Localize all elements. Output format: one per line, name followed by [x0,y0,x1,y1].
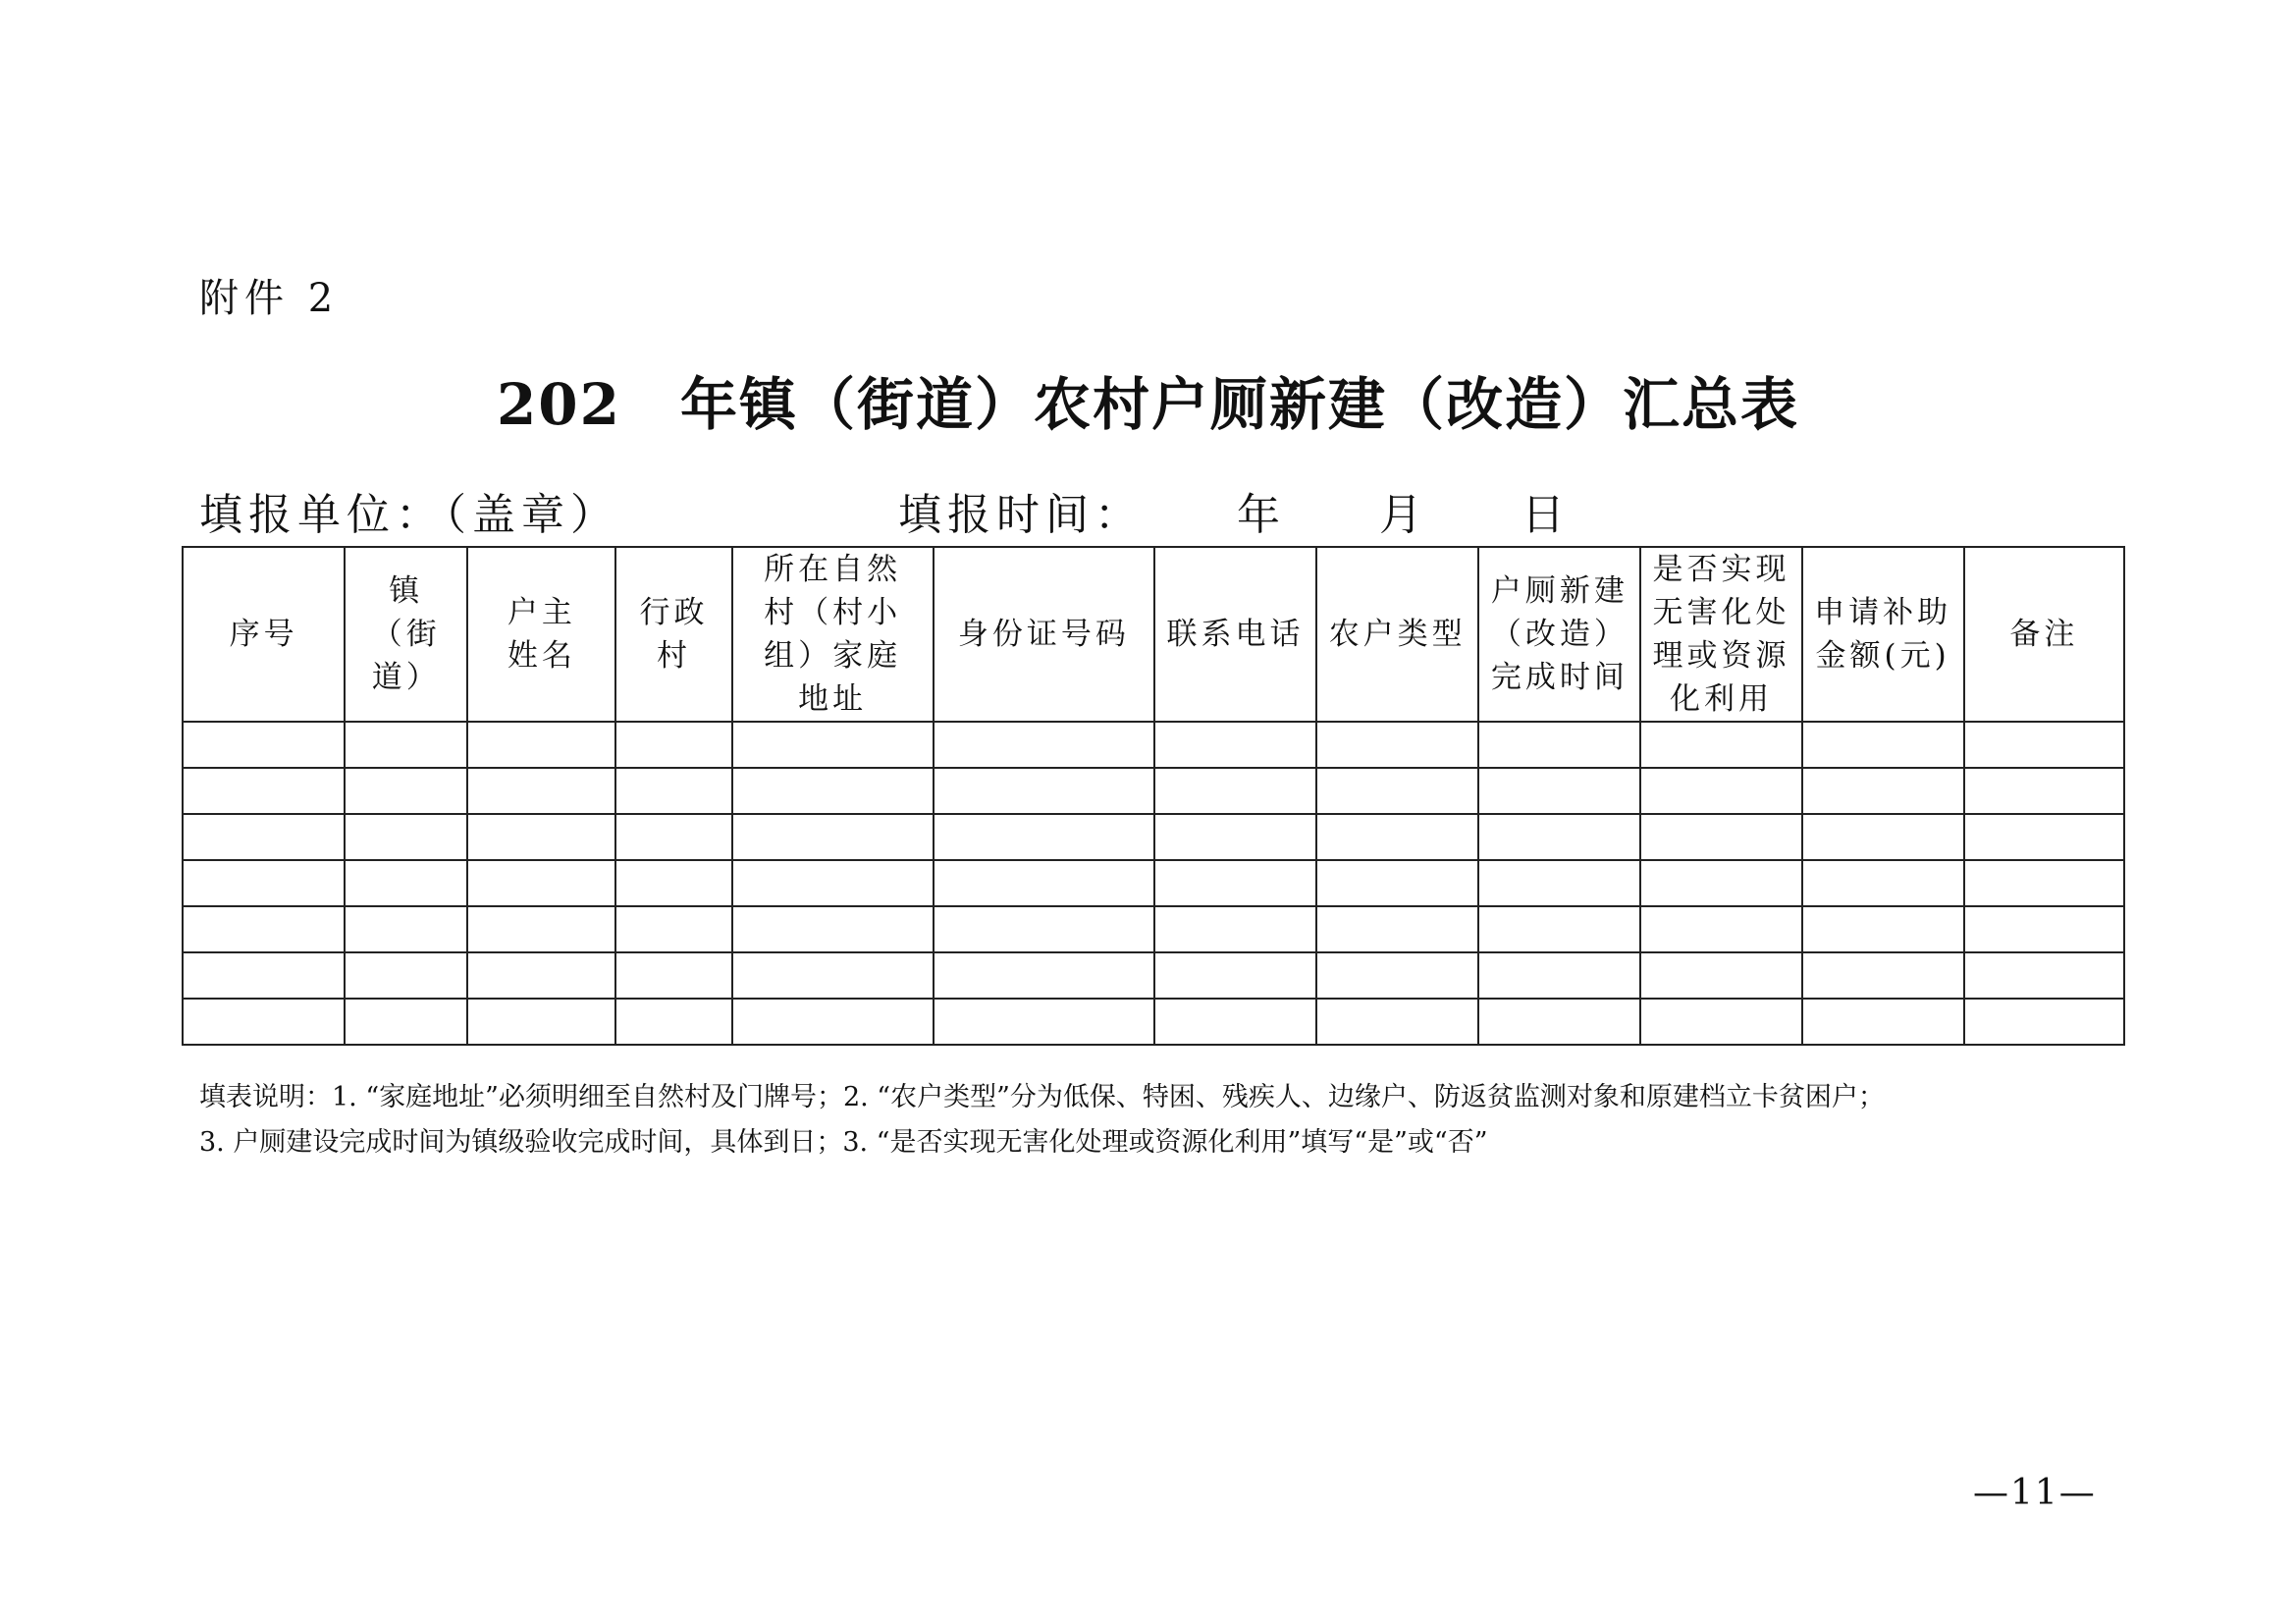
table-cell[interactable] [1964,860,2124,906]
summary-table [182,546,2125,1046]
page-number: —11— [1973,1473,2097,1513]
table-cell[interactable] [345,952,467,999]
table-cell[interactable] [1640,952,1801,999]
table-cell[interactable] [615,906,731,952]
date-year: 年 [1237,490,1286,540]
table-cell[interactable] [1316,952,1478,999]
table-cell[interactable] [183,999,345,1045]
table-cell[interactable] [183,814,345,860]
fill-unit-label: 填报单位：（盖章） [199,490,619,540]
table-cell[interactable] [615,814,731,860]
header-subsidy-amount: 申请补助金额(元) [1802,547,1964,722]
table-row [183,999,2124,1045]
table-cell[interactable] [1316,860,1478,906]
table-cell[interactable] [732,952,934,999]
table-cell[interactable] [345,999,467,1045]
table-cell[interactable] [1802,814,1964,860]
table-cell[interactable] [732,722,934,768]
table-cell[interactable] [1316,906,1478,952]
table-cell[interactable] [1802,722,1964,768]
title-text: 年镇（街道）农村户厕新建（改造）汇总表 [680,371,1800,438]
header-home-address: 所在自然村（村小组）家庭地址 [732,547,934,722]
fill-time-row [898,479,1571,542]
table-cell[interactable] [1964,999,2124,1045]
table-row [183,906,2124,952]
page-title [0,358,2296,441]
table-cell[interactable] [1316,722,1478,768]
table-row [183,860,2124,906]
table-cell[interactable] [1478,952,1640,999]
date-day: 日 [1522,490,1571,540]
table-cell[interactable] [732,999,934,1045]
table-cell[interactable] [1316,814,1478,860]
table-cell[interactable] [1154,860,1316,906]
table-cell[interactable] [467,999,615,1045]
table-cell[interactable] [345,906,467,952]
table-cell[interactable] [1478,999,1640,1045]
table-row [183,814,2124,860]
header-completion-time: 户厕新建（改造）完成时间 [1478,547,1640,722]
table-cell[interactable] [1154,768,1316,814]
table-cell[interactable] [1478,860,1640,906]
table-cell[interactable] [1154,906,1316,952]
table-header-row [183,547,2124,722]
table-cell[interactable] [1964,952,2124,999]
table-cell[interactable] [934,999,1154,1045]
table-cell[interactable] [1640,860,1801,906]
table-cell[interactable] [1154,952,1316,999]
fill-instructions [199,1075,2123,1165]
table-cell[interactable] [467,952,615,999]
date-month: 月 [1379,490,1428,540]
table-cell[interactable] [1478,768,1640,814]
table-cell[interactable] [467,814,615,860]
table-cell[interactable] [732,814,934,860]
header-phone: 联系电话 [1154,547,1316,722]
table-cell[interactable] [345,814,467,860]
header-remarks: 备注 [1964,547,2124,722]
fill-instructions-line-2: 3. 户厕建设完成时间为镇级验收完成时间，具体到日；3. “是否实现无害化处理或资源化利用”填写“是”或“否” [199,1127,1488,1158]
table-cell[interactable] [1154,999,1316,1045]
table-cell[interactable] [934,906,1154,952]
table-cell[interactable] [1802,999,1964,1045]
table-cell[interactable] [183,722,345,768]
table-cell[interactable] [1478,722,1640,768]
table-cell[interactable] [934,814,1154,860]
table-cell[interactable] [183,860,345,906]
table-cell[interactable] [467,906,615,952]
header-administrative-village: 行政村 [615,547,731,722]
table-cell[interactable] [615,768,731,814]
table-cell[interactable] [1154,722,1316,768]
table-cell[interactable] [467,860,615,906]
table-cell[interactable] [1964,768,2124,814]
table-cell[interactable] [467,768,615,814]
table-cell[interactable] [183,768,345,814]
table-cell[interactable] [183,906,345,952]
table-cell[interactable] [1802,906,1964,952]
header-town: 镇（街道） [345,547,467,722]
table-row [183,722,2124,768]
table-cell[interactable] [183,952,345,999]
fill-time-label: 填报时间： [898,490,1144,540]
table-cell[interactable] [345,768,467,814]
table-cell[interactable] [345,860,467,906]
table-cell[interactable] [934,768,1154,814]
table-cell[interactable] [1640,906,1801,952]
table-cell[interactable] [1964,906,2124,952]
table-cell[interactable] [467,722,615,768]
table-cell[interactable] [934,860,1154,906]
table-cell[interactable] [1802,860,1964,906]
fill-instructions-line-1: 填表说明：1. “家庭地址”必须明细至自然村及门牌号；2. “农户类型”分为低保、特困、残疾人、边缘户、防返贫监测对象和原建档立卡贫困户； [199,1082,1885,1112]
table-cell[interactable] [732,860,934,906]
table-cell[interactable] [1478,814,1640,860]
table-cell[interactable] [1640,814,1801,860]
table-cell[interactable] [1802,952,1964,999]
table-cell[interactable] [615,722,731,768]
table-cell[interactable] [615,860,731,906]
table-cell[interactable] [1640,768,1801,814]
header-household-type: 农户类型 [1316,547,1478,722]
table-cell[interactable] [1316,999,1478,1045]
title-year: 202 [496,371,622,438]
header-harmless-treatment: 是否实现无害化处理或资源化利用 [1640,547,1801,722]
table-cell[interactable] [1316,768,1478,814]
table-cell[interactable] [615,999,731,1045]
table-cell[interactable] [615,952,731,999]
header-householder-name: 户主姓名 [467,547,615,722]
header-id-number: 身份证号码 [934,547,1154,722]
table-cell[interactable] [1640,999,1801,1045]
header-serial-number: 序号 [183,547,345,722]
table-cell[interactable] [1964,814,2124,860]
table-cell[interactable] [934,722,1154,768]
table-row [183,952,2124,999]
table-cell[interactable] [1478,906,1640,952]
table-cell[interactable] [1640,722,1801,768]
table-cell[interactable] [934,952,1154,999]
table-row [183,768,2124,814]
table-cell[interactable] [732,906,934,952]
table-cell[interactable] [345,722,467,768]
table-cell[interactable] [1964,722,2124,768]
table-cell[interactable] [732,768,934,814]
table-cell[interactable] [1154,814,1316,860]
table-cell[interactable] [1802,768,1964,814]
annex-label: 附件 2 [199,276,340,321]
